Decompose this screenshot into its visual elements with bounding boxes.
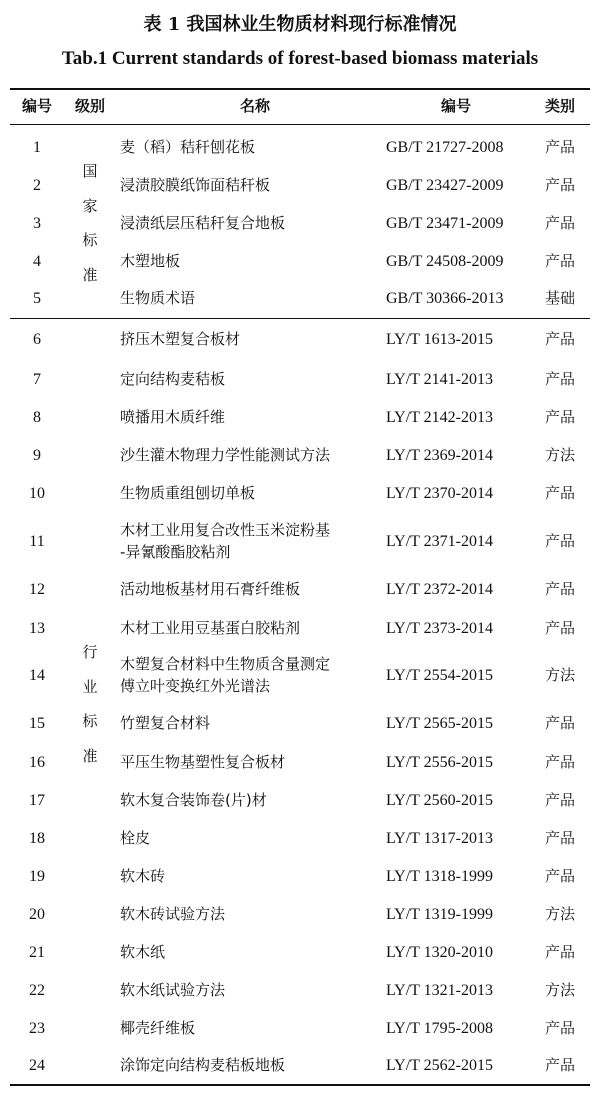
row-code: GB/T 24508-2009 [386, 253, 504, 270]
row-number: 10 [29, 485, 45, 502]
row-code: LY/T 2369-2014 [386, 447, 493, 464]
row-number: 8 [33, 409, 41, 426]
header-rule [10, 124, 590, 125]
row-number: 9 [33, 447, 41, 464]
table-caption-cn: 表 1 我国林业生物质材料现行标准情况 [143, 14, 457, 35]
row-type: 基础 [544, 289, 575, 307]
row-code: LY/T 2554-2015 [386, 667, 493, 684]
row-code: LY/T 2372-2014 [386, 581, 493, 598]
row-type: 方法 [544, 905, 575, 923]
header-type: 类别 [544, 97, 575, 115]
row-code: GB/T 30366-2013 [386, 290, 504, 307]
row-name: 挤压木塑复合板材 [120, 330, 241, 348]
row-name: 软木砖 [120, 867, 166, 885]
row-name: 软木纸 [120, 943, 166, 961]
row-name: 软木砖试验方法 [120, 905, 226, 923]
row-number: 3 [33, 215, 41, 232]
row-name-line2: 傅立叶变换红外光谱法 [120, 677, 271, 695]
level-char: 标 [82, 231, 98, 250]
row-number: 13 [29, 620, 45, 637]
row-name: 沙生灌木物理力学性能测试方法 [120, 446, 331, 464]
row-number: 15 [29, 715, 45, 732]
row-type: 产品 [544, 791, 575, 809]
row-name: 浸渍纸层压秸秆复合地板 [120, 214, 286, 232]
row-type: 产品 [544, 829, 575, 847]
row-number: 7 [33, 371, 41, 388]
top-rule [10, 88, 590, 90]
row-type: 产品 [544, 943, 575, 961]
row-code: LY/T 2370-2014 [386, 485, 493, 502]
level-national [70, 160, 110, 285]
row-type: 产品 [544, 252, 575, 270]
row-number: 1 [33, 139, 41, 156]
row-name: 活动地板基材用石膏纤维板 [120, 580, 301, 598]
row-type: 方法 [544, 446, 575, 464]
row-number: 5 [33, 290, 41, 307]
row-code: LY/T 2371-2014 [386, 533, 493, 550]
row-name-line2: -异氰酸酯胶粘剂 [120, 543, 231, 561]
table-caption-en: Tab.1 Current standards of forest-based biomass materials [61, 48, 539, 69]
row-number: 12 [29, 581, 45, 598]
row-type: 产品 [544, 619, 575, 637]
row-code: LY/T 2560-2015 [386, 792, 493, 809]
row-type: 产品 [544, 753, 575, 771]
row-number: 20 [29, 906, 45, 923]
row-name: 软木复合装饰卷(片)材 [120, 791, 267, 809]
level-char: 业 [82, 677, 98, 696]
row-code: LY/T 1318-1999 [386, 868, 493, 885]
header-number: 编号 [21, 97, 52, 115]
row-type: 方法 [544, 981, 575, 999]
row-type: 产品 [544, 214, 575, 232]
row-type: 产品 [544, 532, 575, 550]
row-code: LY/T 2373-2014 [386, 620, 493, 637]
row-code: LY/T 2142-2013 [386, 409, 493, 426]
row-code: GB/T 23471-2009 [386, 215, 504, 232]
row-code: LY/T 1795-2008 [386, 1020, 493, 1037]
row-type: 产品 [544, 176, 575, 194]
row-name: 竹塑复合材料 [120, 714, 211, 732]
row-code: LY/T 1613-2015 [386, 331, 493, 348]
row-code: LY/T 1319-1999 [386, 906, 493, 923]
row-name: 生物质重组刨切单板 [120, 484, 256, 502]
row-name: 浸渍胶膜纸饰面秸秆板 [120, 176, 271, 194]
row-number: 16 [29, 754, 45, 771]
row-number: 24 [29, 1057, 45, 1074]
row-name: 软木纸试验方法 [120, 981, 226, 999]
row-name: 木塑复合材料中生物质含量测定 [120, 655, 331, 673]
row-name: 栓皮 [120, 829, 151, 847]
level-char: 家 [82, 196, 98, 215]
row-type: 产品 [544, 408, 575, 426]
level-industry [70, 641, 110, 766]
row-type: 产品 [544, 330, 575, 348]
row-name: 定向结构麦秸板 [120, 370, 226, 388]
row-number: 2 [33, 177, 41, 194]
row-number: 22 [29, 982, 45, 999]
row-name: 喷播用木质纤维 [120, 408, 226, 426]
row-number: 23 [29, 1020, 45, 1037]
row-name: 生物质术语 [120, 289, 196, 307]
row-code: GB/T 21727-2008 [386, 139, 504, 156]
row-name: 椰壳纤维板 [120, 1019, 196, 1037]
row-number: 18 [29, 830, 45, 847]
header-level: 级别 [74, 97, 105, 115]
level-char: 准 [82, 265, 98, 284]
row-number: 21 [29, 944, 45, 961]
row-code: GB/T 23427-2009 [386, 177, 504, 194]
row-code: LY/T 1321-2013 [386, 982, 493, 999]
row-number: 11 [29, 533, 45, 550]
level-char: 国 [82, 162, 98, 180]
row-name: 涂饰定向结构麦秸板地板 [120, 1056, 286, 1074]
row-type: 产品 [544, 714, 575, 732]
row-code: LY/T 1320-2010 [386, 944, 493, 961]
row-name: 平压生物基塑性复合板材 [120, 753, 286, 771]
row-code: LY/T 2565-2015 [386, 715, 493, 732]
row-number: 19 [29, 868, 45, 885]
row-code: LY/T 2556-2015 [386, 754, 493, 771]
row-name: 麦（稻）秸秆刨花板 [120, 138, 256, 156]
header-code: 编号 [440, 97, 471, 115]
level-char: 标 [82, 712, 98, 731]
section-rule [10, 318, 590, 319]
row-code: LY/T 1317-2013 [386, 830, 493, 847]
row-type: 产品 [544, 370, 575, 388]
row-type: 产品 [544, 867, 575, 885]
row-type: 产品 [544, 138, 575, 156]
row-number: 14 [29, 667, 45, 684]
row-name: 木材工业用复合改性玉米淀粉基 [120, 521, 331, 539]
level-char: 准 [82, 746, 98, 765]
row-type: 方法 [544, 666, 575, 684]
row-number: 4 [33, 253, 41, 270]
row-type: 产品 [544, 580, 575, 598]
row-type: 产品 [544, 1056, 575, 1074]
bottom-rule [10, 1084, 590, 1086]
row-code: LY/T 2562-2015 [386, 1057, 493, 1074]
row-type: 产品 [544, 1019, 575, 1037]
row-number: 6 [33, 331, 41, 348]
level-char: 行 [82, 643, 98, 661]
row-code: LY/T 2141-2013 [386, 371, 493, 388]
row-name: 木塑地板 [120, 252, 181, 270]
row-number: 17 [29, 792, 45, 809]
row-name: 木材工业用豆基蛋白胶粘剂 [120, 619, 301, 637]
row-type: 产品 [544, 484, 575, 502]
header-name: 名称 [239, 97, 270, 115]
